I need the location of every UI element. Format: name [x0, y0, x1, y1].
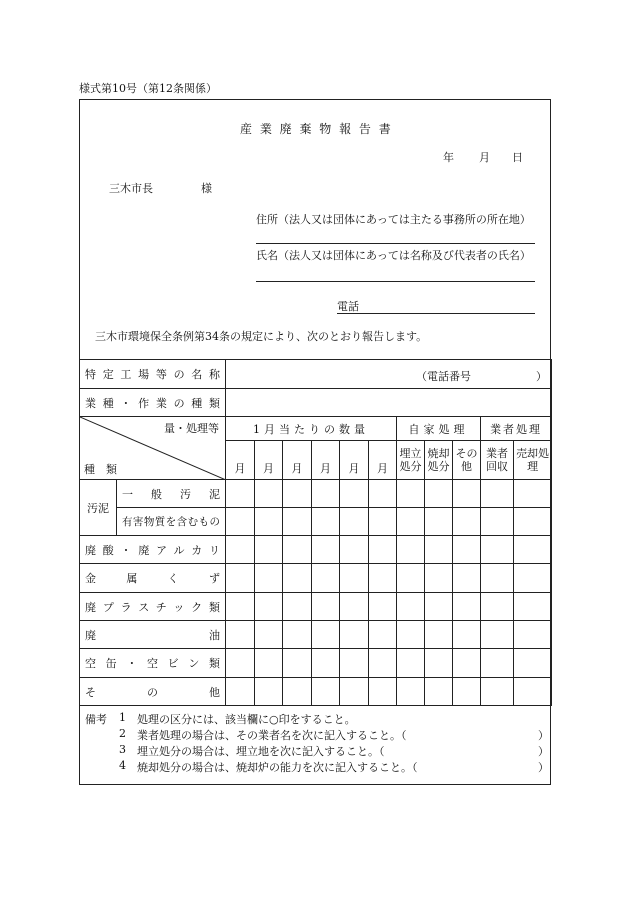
entry-cell[interactable]: [481, 649, 514, 678]
entry-cell[interactable]: [369, 678, 397, 706]
entry-cell[interactable]: [453, 536, 481, 564]
sale-processing-header: 売却処理: [514, 441, 552, 480]
entry-cell[interactable]: [255, 564, 283, 593]
entry-cell[interactable]: [453, 621, 481, 649]
entry-cell[interactable]: [283, 480, 312, 508]
entry-cell[interactable]: [397, 480, 425, 508]
statement: 三木市環境保全条例第34条の規定により、次のとおり報告します。: [95, 330, 428, 343]
entry-cell[interactable]: [312, 536, 340, 564]
self-processing-header: 自家処理: [397, 417, 481, 441]
entry-cell[interactable]: [226, 508, 255, 536]
entry-cell[interactable]: [312, 564, 340, 593]
entry-cell[interactable]: [340, 621, 369, 649]
entry-cell[interactable]: [514, 649, 552, 678]
entry-cell[interactable]: [369, 593, 397, 621]
entry-cell[interactable]: [481, 621, 514, 649]
other-header: その他: [453, 441, 481, 480]
note-number-3: 3: [119, 743, 126, 756]
entry-cell[interactable]: [453, 480, 481, 508]
entry-cell[interactable]: [283, 649, 312, 678]
entry-cell[interactable]: [283, 564, 312, 593]
honorific: 様: [201, 182, 212, 195]
entry-cell[interactable]: [425, 564, 453, 593]
landfill-header: 埋立処分: [397, 441, 425, 480]
incineration-header: 焼却処分: [425, 441, 453, 480]
entry-cell[interactable]: [340, 536, 369, 564]
note-text-4: 焼却処分の場合は、焼却炉の能力を次に記入すること。（: [137, 761, 418, 774]
entry-cell[interactable]: [340, 678, 369, 706]
entry-cell[interactable]: [397, 678, 425, 706]
entry-cell[interactable]: [340, 649, 369, 678]
note-text-2: 業者処理の場合は、その業者名を次に記入すること。（: [137, 729, 407, 742]
row-label: 廃プラスチック類: [80, 593, 226, 621]
form-title: 産 業 廃 棄 物 報 告 書: [240, 122, 393, 136]
entry-cell[interactable]: [283, 593, 312, 621]
note-text-1: 処理の区分には、該当欄に○印をすること。: [137, 713, 356, 726]
business-type-field[interactable]: [226, 389, 552, 417]
entry-cell[interactable]: [481, 593, 514, 621]
entry-cell[interactable]: [255, 508, 283, 536]
entry-cell[interactable]: [481, 678, 514, 706]
row-label: その他: [80, 678, 226, 706]
entry-cell[interactable]: [397, 621, 425, 649]
entry-cell[interactable]: [453, 678, 481, 706]
row-label: 一般汚泥: [117, 480, 226, 508]
entry-cell[interactable]: [514, 678, 552, 706]
contractor-processing-header: 業者処理: [481, 417, 552, 441]
entry-cell[interactable]: [312, 593, 340, 621]
entry-cell[interactable]: [369, 536, 397, 564]
date-day: 日: [512, 151, 523, 164]
month-col-6: 月: [369, 441, 397, 480]
waste-table: [79, 359, 552, 706]
row-label: 廃酸・廃アルカリ: [80, 536, 226, 564]
diag-bottom-label: 種 類: [84, 463, 117, 476]
factory-phone-label: （電話番号: [416, 370, 471, 383]
note-number-4: 4: [119, 759, 126, 772]
entry-cell[interactable]: [312, 480, 340, 508]
entry-cell[interactable]: [226, 621, 255, 649]
entry-cell[interactable]: [453, 508, 481, 536]
entry-cell[interactable]: [481, 564, 514, 593]
address-line: [256, 243, 535, 244]
entry-cell[interactable]: [425, 508, 453, 536]
entry-cell[interactable]: [312, 508, 340, 536]
contractor-collection-header: 業者回収: [481, 441, 514, 480]
entry-cell[interactable]: [283, 508, 312, 536]
entry-cell[interactable]: [514, 536, 552, 564]
entry-cell[interactable]: [369, 508, 397, 536]
name-line: [256, 281, 535, 282]
entry-cell[interactable]: [369, 564, 397, 593]
entry-cell[interactable]: [397, 649, 425, 678]
entry-cell[interactable]: [369, 649, 397, 678]
entry-cell[interactable]: [453, 649, 481, 678]
month-col-1: 月: [226, 441, 255, 480]
entry-cell[interactable]: [453, 564, 481, 593]
entry-cell[interactable]: [340, 564, 369, 593]
entry-cell[interactable]: [283, 536, 312, 564]
monthly-quantity-header: 1月当たりの数量: [226, 417, 397, 441]
entry-cell[interactable]: [255, 621, 283, 649]
entry-cell[interactable]: [312, 649, 340, 678]
entry-cell[interactable]: [340, 480, 369, 508]
phone-line: [337, 313, 535, 314]
entry-cell[interactable]: [226, 678, 255, 706]
entry-cell[interactable]: [283, 678, 312, 706]
form-number: 様式第10号（第12条関係）: [79, 82, 217, 95]
entry-cell[interactable]: [312, 678, 340, 706]
factory-phone-close: ）: [536, 370, 547, 383]
entry-cell[interactable]: [255, 649, 283, 678]
business-type-label: 業種・作業の種類: [80, 389, 226, 417]
entry-cell[interactable]: [340, 508, 369, 536]
entry-cell[interactable]: [226, 593, 255, 621]
entry-cell[interactable]: [514, 593, 552, 621]
entry-cell[interactable]: [340, 593, 369, 621]
month-col-2: 月: [255, 441, 283, 480]
row-label: 廃油: [80, 621, 226, 649]
entry-cell[interactable]: [226, 536, 255, 564]
notes-label: 備考: [85, 713, 107, 726]
month-col-5: 月: [340, 441, 369, 480]
entry-cell[interactable]: [226, 649, 255, 678]
entry-cell[interactable]: [397, 508, 425, 536]
factory-name-field[interactable]: [226, 360, 552, 389]
entry-cell[interactable]: [481, 536, 514, 564]
entry-cell[interactable]: [425, 678, 453, 706]
note-number-2: 2: [119, 727, 126, 740]
entry-cell[interactable]: [514, 564, 552, 593]
diag-top-label: 量・処理等: [164, 422, 219, 435]
row-label: 有害物質を含むもの: [117, 508, 226, 536]
entry-cell[interactable]: [481, 508, 514, 536]
note-close-2: ）: [538, 729, 549, 742]
entry-cell[interactable]: [369, 621, 397, 649]
entry-cell[interactable]: [425, 480, 453, 508]
entry-cell[interactable]: [397, 536, 425, 564]
entry-cell[interactable]: [397, 593, 425, 621]
note-close-4: ）: [538, 761, 549, 774]
entry-cell[interactable]: [425, 649, 453, 678]
entry-cell[interactable]: [514, 508, 552, 536]
entry-cell[interactable]: [283, 621, 312, 649]
entry-cell[interactable]: [226, 480, 255, 508]
entry-cell[interactable]: [369, 480, 397, 508]
addressee: 三木市長: [109, 182, 153, 195]
entry-cell[interactable]: [312, 621, 340, 649]
sludge-label: 汚泥: [80, 480, 117, 536]
entry-cell[interactable]: [255, 678, 283, 706]
entry-cell[interactable]: [514, 480, 552, 508]
date-month: 月: [479, 151, 490, 164]
row-label: 空缶・空ビン類: [80, 649, 226, 678]
note-text-3: 埋立処分の場合は、埋立地を次に記入すること。（: [137, 745, 385, 758]
month-col-3: 月: [283, 441, 312, 480]
entry-cell[interactable]: [255, 593, 283, 621]
note-close-3: ）: [538, 745, 549, 758]
name-label: 氏名（法人又は団体にあっては名称及び代表者の氏名）: [256, 249, 531, 262]
phone-label: 電話: [337, 300, 359, 313]
diagonal-header-cell: [80, 417, 226, 480]
entry-cell[interactable]: [425, 536, 453, 564]
note-number-1: 1: [119, 711, 126, 724]
date-year: 年: [443, 151, 454, 164]
entry-cell[interactable]: [255, 480, 283, 508]
row-label: 金属くず: [80, 564, 226, 593]
entry-cell[interactable]: [397, 564, 425, 593]
entry-cell[interactable]: [226, 564, 255, 593]
address-label: 住所（法人又は団体にあっては主たる事務所の所在地）: [256, 213, 531, 226]
entry-cell[interactable]: [514, 621, 552, 649]
entry-cell[interactable]: [453, 593, 481, 621]
entry-cell[interactable]: [255, 536, 283, 564]
entry-cell[interactable]: [425, 593, 453, 621]
entry-cell[interactable]: [425, 621, 453, 649]
factory-name-label: 特定工場等の名称: [80, 360, 226, 389]
entry-cell[interactable]: [481, 480, 514, 508]
month-col-4: 月: [312, 441, 340, 480]
